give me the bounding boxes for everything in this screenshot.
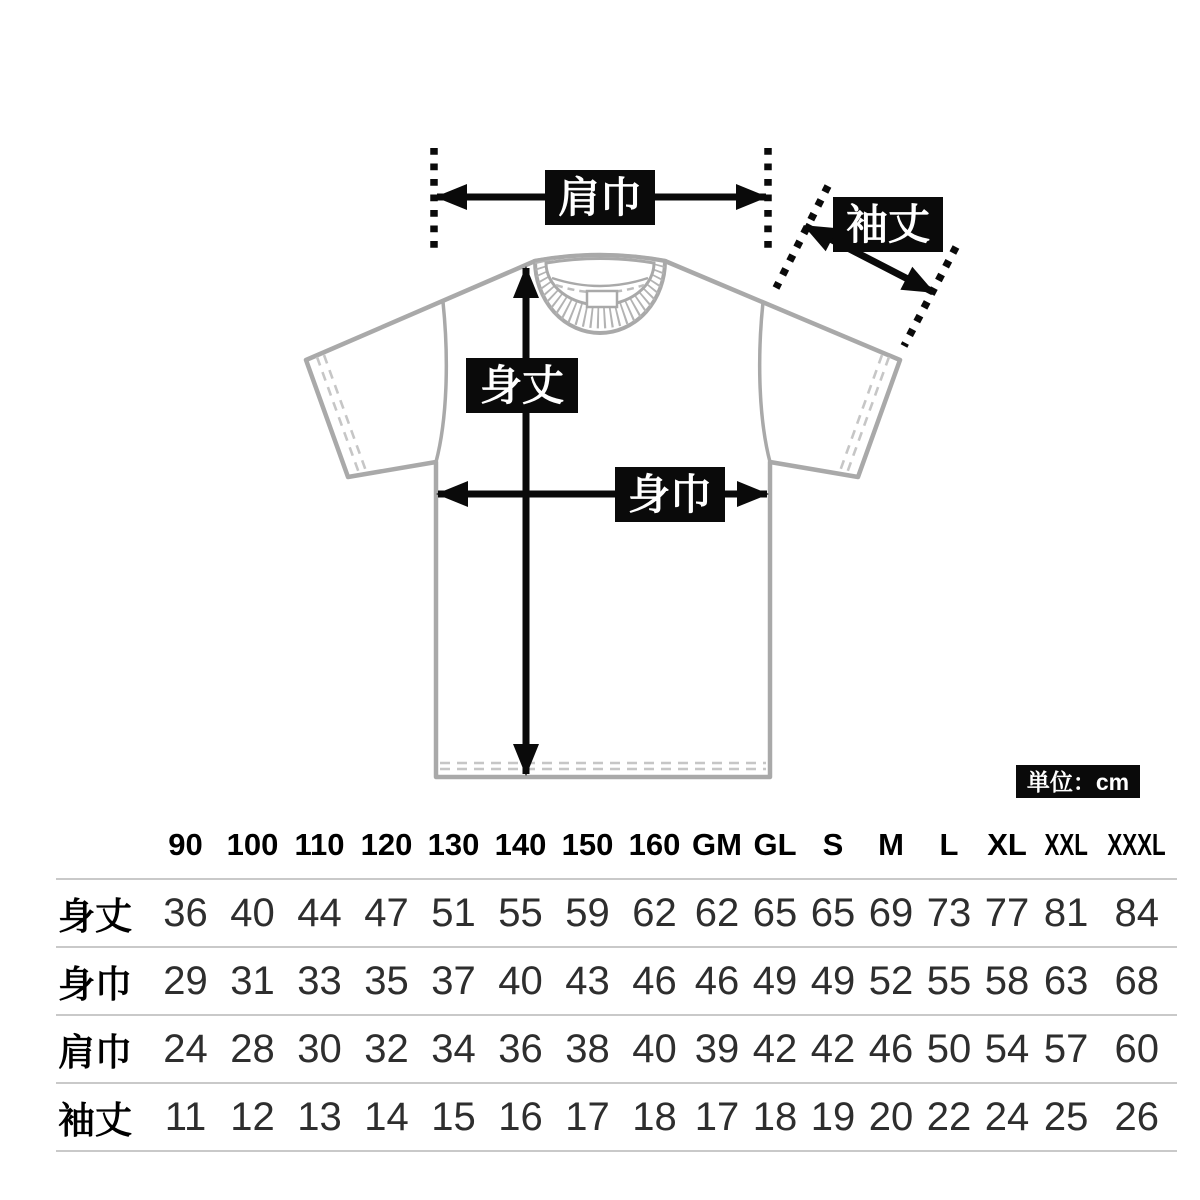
size-column-header: 110	[286, 812, 353, 879]
size-value-cell: 20	[862, 1083, 920, 1151]
size-value-cell: 36	[152, 879, 219, 947]
size-value-cell: 25	[1036, 1083, 1096, 1151]
measurement-row-label: 肩巾	[56, 1015, 152, 1083]
size-column-header: XL	[978, 812, 1036, 879]
size-value-cell: 40	[219, 879, 286, 947]
size-value-cell: 55	[487, 879, 554, 947]
sleeve-guide-lower	[904, 247, 956, 346]
size-value-cell: 49	[804, 947, 862, 1015]
size-value-cell: 40	[621, 1015, 688, 1083]
size-value-cell: 31	[219, 947, 286, 1015]
size-table-row	[56, 1083, 1177, 1151]
neck-tag	[587, 291, 617, 307]
size-table-header-row	[56, 812, 1177, 879]
size-value-cell: 24	[152, 1015, 219, 1083]
size-table-corner-cell	[56, 812, 152, 879]
unit-badge	[1016, 765, 1140, 798]
size-value-cell: 49	[746, 947, 804, 1015]
size-value-cell: 17	[554, 1083, 621, 1151]
size-value-cell: 33	[286, 947, 353, 1015]
size-value-cell: 63	[1036, 947, 1096, 1015]
size-value-cell: 73	[920, 879, 978, 947]
size-table-row	[56, 879, 1177, 947]
size-table	[56, 812, 1177, 1152]
size-column-header: M	[862, 812, 920, 879]
size-value-cell: 34	[420, 1015, 487, 1083]
size-value-cell: 77	[978, 879, 1036, 947]
size-value-cell: 18	[746, 1083, 804, 1151]
size-value-cell: 17	[688, 1083, 746, 1151]
size-column-header: 140	[487, 812, 554, 879]
size-value-cell: 58	[978, 947, 1036, 1015]
sleeve-length-label: 袖丈	[845, 201, 931, 248]
size-value-cell: 65	[746, 879, 804, 947]
size-value-cell: 62	[688, 879, 746, 947]
size-table-body	[56, 879, 1177, 1151]
size-value-cell: 42	[746, 1015, 804, 1083]
size-value-cell: 12	[219, 1083, 286, 1151]
size-column-header: 150	[554, 812, 621, 879]
size-value-cell: 15	[420, 1083, 487, 1151]
size-value-cell: 81	[1036, 879, 1096, 947]
size-value-cell: 46	[862, 1015, 920, 1083]
size-column-header: 130	[420, 812, 487, 879]
size-value-cell: 59	[554, 879, 621, 947]
size-column-header: 160	[621, 812, 688, 879]
size-value-cell: 19	[804, 1083, 862, 1151]
size-value-cell: 11	[152, 1083, 219, 1151]
size-value-cell: 51	[420, 879, 487, 947]
size-value-cell: 37	[420, 947, 487, 1015]
size-column-header: 120	[353, 812, 420, 879]
size-value-cell: 32	[353, 1015, 420, 1083]
size-value-cell: 14	[353, 1083, 420, 1151]
body-width-label: 身巾	[627, 471, 713, 518]
size-column-header: 100	[219, 812, 286, 879]
size-value-cell: 22	[920, 1083, 978, 1151]
size-column-header: XXL	[1036, 812, 1096, 879]
size-value-cell: 52	[862, 947, 920, 1015]
size-column-header: GM	[688, 812, 746, 879]
shoulder-width-label: 肩巾	[557, 174, 643, 221]
measurement-row-label: 身丈	[56, 879, 152, 947]
size-value-cell: 84	[1096, 879, 1177, 947]
size-value-cell: 42	[804, 1015, 862, 1083]
size-value-cell: 40	[487, 947, 554, 1015]
size-value-cell: 38	[554, 1015, 621, 1083]
size-value-cell: 65	[804, 879, 862, 947]
size-value-cell: 57	[1036, 1015, 1096, 1083]
size-column-header: GL	[746, 812, 804, 879]
shoulder-width-measure	[434, 148, 768, 248]
size-value-cell: 18	[621, 1083, 688, 1151]
size-value-cell: 39	[688, 1015, 746, 1083]
size-value-cell: 68	[1096, 947, 1177, 1015]
size-value-cell: 62	[621, 879, 688, 947]
size-table-row	[56, 947, 1177, 1015]
size-value-cell: 29	[152, 947, 219, 1015]
size-value-cell: 28	[219, 1015, 286, 1083]
size-value-cell: 54	[978, 1015, 1036, 1083]
size-value-cell: 26	[1096, 1083, 1177, 1151]
size-value-cell: 24	[978, 1083, 1036, 1151]
measurement-row-label: 身巾	[56, 947, 152, 1015]
size-column-header: L	[920, 812, 978, 879]
size-value-cell: 35	[353, 947, 420, 1015]
size-value-cell: 69	[862, 879, 920, 947]
size-column-header: XXXL	[1096, 812, 1177, 879]
size-column-header: S	[804, 812, 862, 879]
size-value-cell: 50	[920, 1015, 978, 1083]
size-value-cell: 60	[1096, 1015, 1177, 1083]
size-value-cell: 44	[286, 879, 353, 947]
size-column-header: 90	[152, 812, 219, 879]
size-value-cell: 36	[487, 1015, 554, 1083]
body-length-label: 身丈	[479, 362, 565, 409]
size-value-cell: 46	[621, 947, 688, 1015]
unit-badge-label: 単位：cm	[1026, 769, 1130, 795]
size-value-cell: 13	[286, 1083, 353, 1151]
size-value-cell: 46	[688, 947, 746, 1015]
size-value-cell: 16	[487, 1083, 554, 1151]
size-value-cell: 55	[920, 947, 978, 1015]
size-value-cell: 43	[554, 947, 621, 1015]
size-table-row	[56, 1015, 1177, 1083]
size-value-cell: 30	[286, 1015, 353, 1083]
measurement-row-label: 袖丈	[56, 1083, 152, 1151]
size-value-cell: 47	[353, 879, 420, 947]
